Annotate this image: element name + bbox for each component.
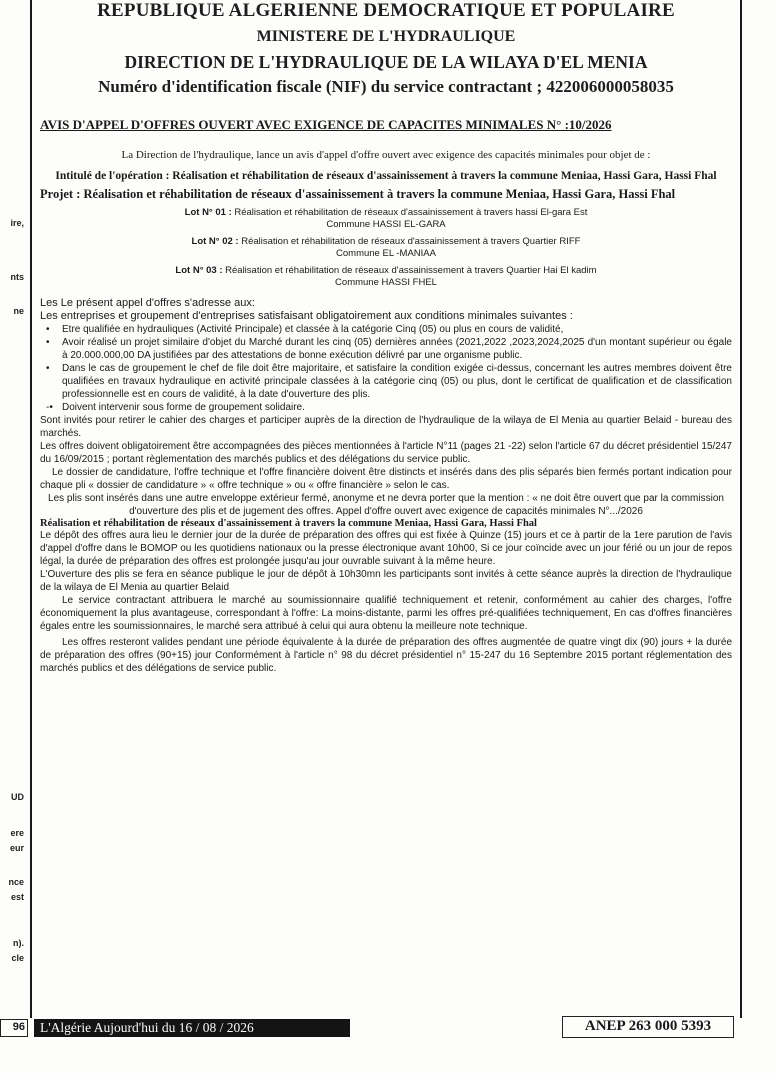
lot-commune: Commune HASSI EL-GARA: [326, 219, 446, 230]
direction-title: DIRECTION DE L'HYDRAULIQUE DE LA WILAYA D'EL MENIA: [124, 52, 648, 72]
bullet-icon: •: [46, 363, 50, 374]
condition-text: Dans le cas de groupement le chef de file doit être majoritaire, et satisfaire la condition exigée ci-dessus, concernant les autres membres doivent être qualifiées en travaux hydraulique en activité principale classées à la catégorie cinq (05) ou plus, dont le certificat de qualification et de classification professionnelle est en cours de validité, à la date d'ouverture des plis.: [62, 363, 732, 400]
award-paragraph: Le service contractant attribuera le marché au soumissionnaire qualifié techniquement et retenir, conformément au cahier des charges, l'offre économiquement la plus avantageuse, correspondant à l'offre: La moins-distante, parmi les offres pré-qualifiées techniquement, En cas d'offres financières égales entre les soumissionnaires, le marché sera attribué à celui qui aura obtenu la meilleure note technique.: [40, 595, 732, 632]
avis-title: AVIS D'APPEL D'OFFRES OUVERT AVEC EXIGENCE DE CAPACITES MINIMALES N° :10/2026: [40, 117, 612, 132]
ministry-title: MINISTERE DE L'HYDRAULIQUE: [256, 28, 516, 45]
lot-label: Lot N° 03 :: [175, 265, 223, 276]
invitation-paragraph: Sont invités pour retirer le cahier des charges et participer auprès de la direction de l'hydraulique de la wilaya de El Menia au quartier Belaid - bureau des marchés.: [40, 415, 732, 439]
operation-title: Intitulé de l'opération : Réalisation et réhabilitation de réseaux d'assainissement à travers la commune Meniaa, Hassi Gara, Hassi Fhal: [55, 170, 717, 182]
lot-text: Réalisation et réhabilitation de réseaux d'assainissement à travers Quartier RIFF: [241, 236, 581, 247]
margin-fragment: nts: [10, 272, 24, 282]
lot-label: Lot N° 01 :: [184, 207, 232, 218]
margin-fragment: UD: [11, 792, 24, 802]
condition-item: [40, 323, 732, 336]
bullet-icon: •: [46, 337, 50, 348]
condition-item: [40, 362, 732, 401]
adjacent-column-fragments: [0, 0, 26, 1073]
bullet-icon: -•: [46, 402, 53, 413]
dossier-paragraph: Le dossier de candidature, l'offre technique et l'offre financière doivent être distincts et insérés dans des plis séparés bien fermés portant indication pour chaque pli « dossier de candidature » « offre technique » ou « offre financière » selon le cas.: [40, 467, 732, 491]
bullet-icon: •: [46, 324, 50, 335]
condition-item: [40, 401, 732, 414]
notice-column: [30, 0, 742, 1018]
notice-header: [40, 0, 732, 97]
margin-fragment: ne: [13, 306, 24, 316]
lot-item: [40, 207, 732, 231]
validity-paragraph: Les offres resteront valides pendant une période équivalente à la durée de préparation des offres augmentée de quatre vingt dix (90) jours + la durée de préparation des offres (90+15) jour Conformément à l'article n° 98 du décret présidentiel n° 15-247 du 16 Septembre 2015 portant réglementation des marchés publics et des délégations de service public.: [40, 637, 732, 674]
lot-label: Lot N° 02 :: [191, 236, 239, 247]
offers-paragraph: Les offres doivent obligatoirement être accompagnées des pièces mentionnées à l'article N°11 (pages 21 -22) selon l'article 67 du décret présidentiel 15/247 du 16/09/2015 ; portant règlementation des marchés publics et des délégations du service public.: [40, 441, 732, 465]
lot-text: Réalisation et réhabilitation de réseaux d'assainissement à travers hassi El-gara Est: [234, 207, 588, 218]
condition-text: Avoir réalisé un projet similaire d'objet du Marché durant les cinq (05) dernières années (2021,2022 ,2023,2024,2025 d'un montant supérieur ou égale à 20.000.000,00 DA justifiées par des attestations de bonne exécution délivré par une organisme public.: [62, 337, 732, 361]
conditions-intro: Les entreprises et groupement d'entreprises satisfaisant obligatoirement aux conditions minimales suivantes :: [40, 310, 573, 322]
newspaper-date: L'Algérie Aujourd'hui du 16 / 08 / 2026: [34, 1019, 350, 1037]
envelope-paragraph: Les plis sont insérés dans une autre enveloppe extérieur fermé, anonyme et ne devra porter que la mention : « ne doit être ouvert que par la commission d'ouverture des plis et de jugement des offres. Appel d'offre ouvert avec exigence de capacités minimales N°.../2026: [48, 493, 724, 517]
intro-line: La Direction de l'hydraulique, lance un avis d'appel d'offre ouvert avec exigence des capacités minimales pour objet de :: [121, 149, 651, 161]
lot-commune: Commune HASSI FHEL: [335, 277, 437, 288]
margin-fragment: eur: [9, 843, 24, 853]
margin-fragment: n).: [13, 938, 24, 948]
notice-body: [40, 297, 732, 675]
anep-reference: ANEP 263 000 5393: [562, 1016, 734, 1038]
lot-text: Réalisation et réhabilitation de réseaux d'assainissement à travers Quartier Hai El kadim: [225, 265, 597, 276]
condition-item: [40, 336, 732, 362]
margin-fragment: ire,: [10, 218, 24, 228]
margin-fragment: nce: [8, 877, 24, 887]
margin-fragment: ere: [10, 828, 24, 838]
opening-paragraph: L'Ouverture des plis se fera en séance publique le jour de dépôt à 10h30mn les participants sont invités à cette séance auprès la direction de l'hydraulique de la wilaya de El Menia au quartier Belaid: [40, 569, 732, 593]
lot-item: [40, 236, 732, 260]
deposit-paragraph: Le dépôt des offres aura lieu le dernier jour de la durée de préparation des offres qui est fixée à Quinze (15) jours et ce à partir de la 1ere parution de l'avis d'appel d'offre dans le BOMOP ou les quotidiens nationaux ou la presse électronique avant 10h00, Si ce jour coïncide avec un jour férié ou un jour de repos légal, la durée de préparation des offres est prolongée jusqu'au jour ouvrable suivant à la même heure.: [40, 530, 732, 567]
margin-fragment: cle: [11, 953, 24, 963]
operation-reminder: Réalisation et réhabilitation de réseaux d'assainissement à travers la commune Meniaa, Hassi Gara, Hassi Fhal: [40, 518, 537, 529]
condition-text: Etre qualifiée en hydrauliques (Activité Principale) et classée à la catégorie Cinq (05) ou plus en cours de validité,: [62, 324, 564, 335]
audience-line: Les Le présent appel d'offres s'adresse aux:: [40, 297, 255, 309]
republic-title: REPUBLIQUE ALGERIENNE DEMOCRATIQUE ET POPULAIRE: [97, 0, 675, 21]
project-title: Projet : Réalisation et réhabilitation de réseaux d'assainissement à travers la commune Meniaa, Hassi Gara, Hassi Fhal: [40, 187, 676, 201]
lots-list: [40, 207, 732, 289]
lot-item: [40, 265, 732, 289]
condition-text: Doivent intervenir sous forme de groupement solidaire.: [62, 402, 305, 413]
lot-commune: Commune EL -MANIAA: [336, 248, 436, 259]
margin-fragment: est: [10, 892, 24, 902]
page-number: 96: [0, 1019, 28, 1037]
nif-line: Numéro d'identification fiscale (NIF) du service contractant ; 422006000058035: [98, 77, 674, 96]
